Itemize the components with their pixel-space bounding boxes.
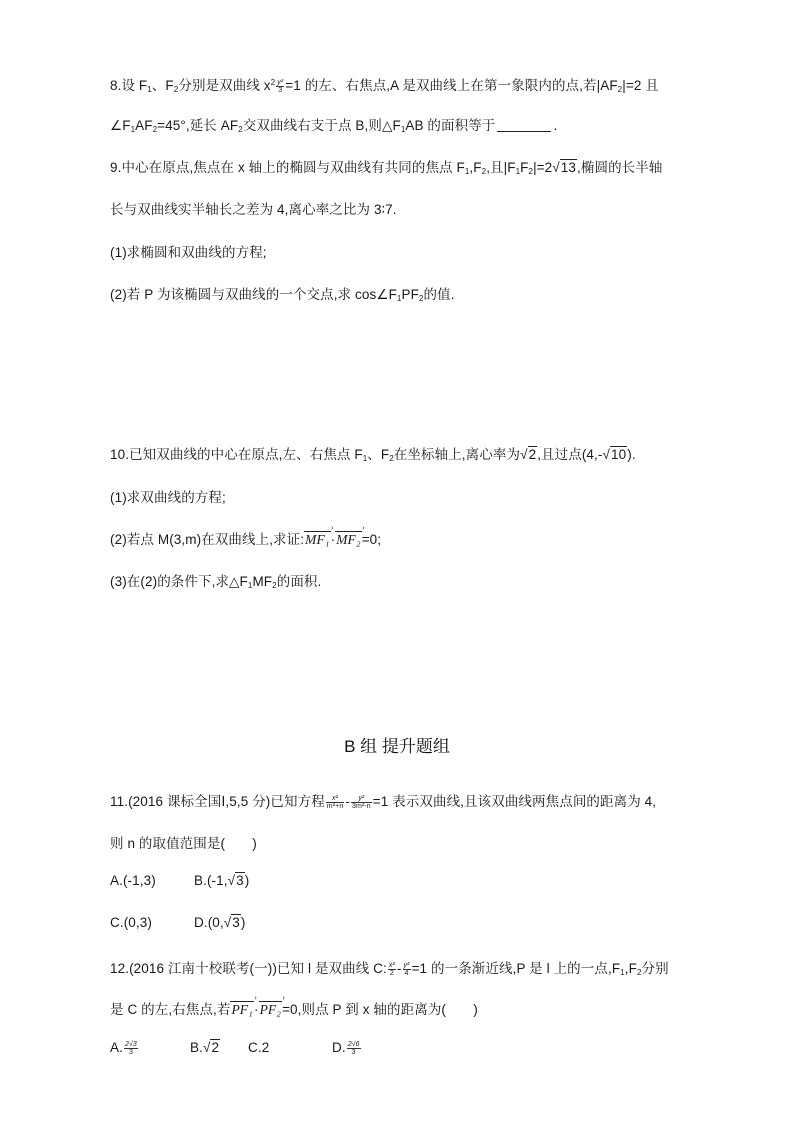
text: |=2 且 (622, 78, 659, 93)
q8-line1 (110, 74, 659, 94)
text: 9.中心在原点,焦点在 x 轴上的椭圆与双曲线有共同的焦点 F (110, 160, 465, 175)
vector-mf2: MF₂ › (335, 531, 362, 547)
subscript: 1 (464, 167, 470, 176)
text: =0; (361, 532, 382, 547)
option-c: C.2 (248, 1040, 270, 1055)
q12-line1 (110, 957, 669, 977)
text: ,F (469, 160, 482, 175)
fraction: $\frac{\text{x²}}{\text{m²+n}}$ (326, 794, 344, 810)
q9-part1: (1)求椭圆和双曲线的方程; (110, 245, 267, 260)
subscript: 1 (515, 167, 521, 176)
fraction: $\frac{\text{y²}}{\text{3m²-n}}$ (351, 794, 371, 810)
text: ∠F (110, 118, 131, 133)
subscript: 2 (636, 968, 642, 977)
q12-options (110, 1040, 362, 1056)
dot-operator: · (330, 532, 336, 547)
subscript: 1 (147, 85, 152, 94)
text: 11.(2016 课标全国Ⅰ,5,5 分)已知方程 (110, 794, 325, 809)
q9-part2 (110, 283, 455, 303)
subscript: 2 (617, 85, 623, 94)
text: 的面积. (276, 574, 322, 589)
option-a: A. $\frac{2√3}{3}$ (110, 1040, 137, 1056)
text: =45°,延长 AF (157, 118, 239, 133)
text: 的值. (423, 287, 455, 302)
text: 10.已知双曲线的中心在原点,左、右焦点 F (110, 447, 363, 462)
sqrt-symbol: √10 (602, 447, 627, 462)
subscript: 1 (130, 125, 136, 134)
text: 8.设 F (110, 78, 148, 93)
fraction: $\frac{\text{y²}}{3}$ (277, 78, 284, 94)
text: (3)在(2)的条件下,求△F (110, 574, 248, 589)
text: AF (135, 118, 153, 133)
text: ,椭圆的长半轴 (577, 160, 663, 175)
text: 12.(2016 江南十校联考(一))已知 l 是双曲线 C: (110, 961, 387, 976)
text: ,且过点(4,- (537, 447, 603, 462)
subscript: 1 (247, 581, 253, 590)
dot-operator: · (253, 1002, 259, 1017)
subscript: 1 (400, 125, 406, 134)
q10-part1: (1)求双曲线的方程; (110, 490, 226, 505)
q10-line1 (110, 443, 636, 463)
text: 分别是双曲线 x (178, 78, 271, 93)
q11-options-row1 (110, 873, 249, 888)
option-a: A.(-1,3) (110, 873, 156, 888)
text: PF (401, 287, 419, 302)
text: F (520, 160, 529, 175)
vector-pf2: PF₂ › (259, 1001, 283, 1017)
vector-mf1: MF₁ › (304, 531, 331, 547)
q9-line2: 长与双曲线实半轴长之差为 4,离心率之比为 3∶7. (110, 202, 397, 217)
sqrt-symbol: √2 (520, 447, 537, 462)
subscript: 2 (481, 167, 487, 176)
text: 、F (367, 447, 390, 462)
text: =1 表示双曲线,且该双曲线两焦点间的距离为 4, (372, 794, 657, 809)
text: 在坐标轴上,离心率为 (393, 447, 521, 462)
text: ,且|F (486, 160, 516, 175)
text: |=2 (533, 160, 553, 175)
subscript: 2 (152, 125, 158, 134)
text: 分别 (641, 961, 669, 976)
text: (2)若 P 为该椭圆与双曲线的一个交点,求 cos∠F (110, 287, 397, 302)
superscript: 2 (270, 78, 276, 87)
option-b: B.(-1,√3) (194, 873, 250, 888)
subscript: 2 (418, 294, 424, 303)
q8-line2 (110, 114, 557, 134)
option-b: B.√2 (190, 1040, 220, 1055)
subscript: 1 (362, 454, 368, 463)
text: =1 的一条渐近线,P 是 l 上的一点,F (411, 961, 621, 976)
text: . (553, 118, 558, 133)
text: (2)若点 M(3,m)在双曲线上,求证: (110, 532, 305, 547)
subscript: 1 (396, 294, 402, 303)
sqrt-symbol: √13 (552, 160, 577, 175)
q11-line1 (110, 790, 656, 810)
text: ). (627, 447, 636, 462)
q12-line2 (110, 998, 478, 1018)
vector-pf1: PF₁ › (230, 1001, 254, 1017)
q9-line1 (110, 156, 662, 176)
option-c: C.(0,3) (110, 915, 152, 930)
option-d: D.(0,√3) (194, 915, 246, 930)
text: =0,则点 P 到 x 轴的距离为( ) (282, 1002, 478, 1017)
q11-line2: 则 n 的取值范围是( ) (110, 836, 257, 851)
q10-part2 (110, 528, 381, 548)
fraction: $\frac{\text{y²}}{4}$ (403, 961, 410, 977)
fraction: $\frac{\text{x²}}{2}$ (388, 961, 395, 977)
text: ,F (624, 961, 637, 976)
text: 交双曲线右支于点 B,则△F (242, 118, 401, 133)
subscript: 2 (173, 85, 179, 94)
subscript: 2 (272, 581, 277, 590)
answer-blank (497, 119, 551, 132)
subscript: 2 (389, 454, 394, 463)
section-heading: B 组 提升题组 (344, 737, 450, 756)
text: AB 的面积等于 (405, 118, 496, 133)
minus-sign: - (396, 961, 402, 976)
minus-sign: - (345, 794, 350, 809)
subscript: 2 (528, 167, 534, 176)
text: MF (252, 574, 273, 589)
option-d: D. $\frac{2√6}{3}$ (332, 1040, 360, 1056)
text: 是 C 的左,右焦点,若 (110, 1002, 231, 1017)
subscript: 1 (620, 968, 625, 977)
q10-part3 (110, 570, 321, 590)
q11-options-row2 (110, 915, 246, 930)
subscript: 2 (238, 125, 243, 134)
text: 、F (151, 78, 174, 93)
text: =1 的左、右焦点,A 是双曲线上在第一象限内的点,若|AF (285, 78, 618, 93)
